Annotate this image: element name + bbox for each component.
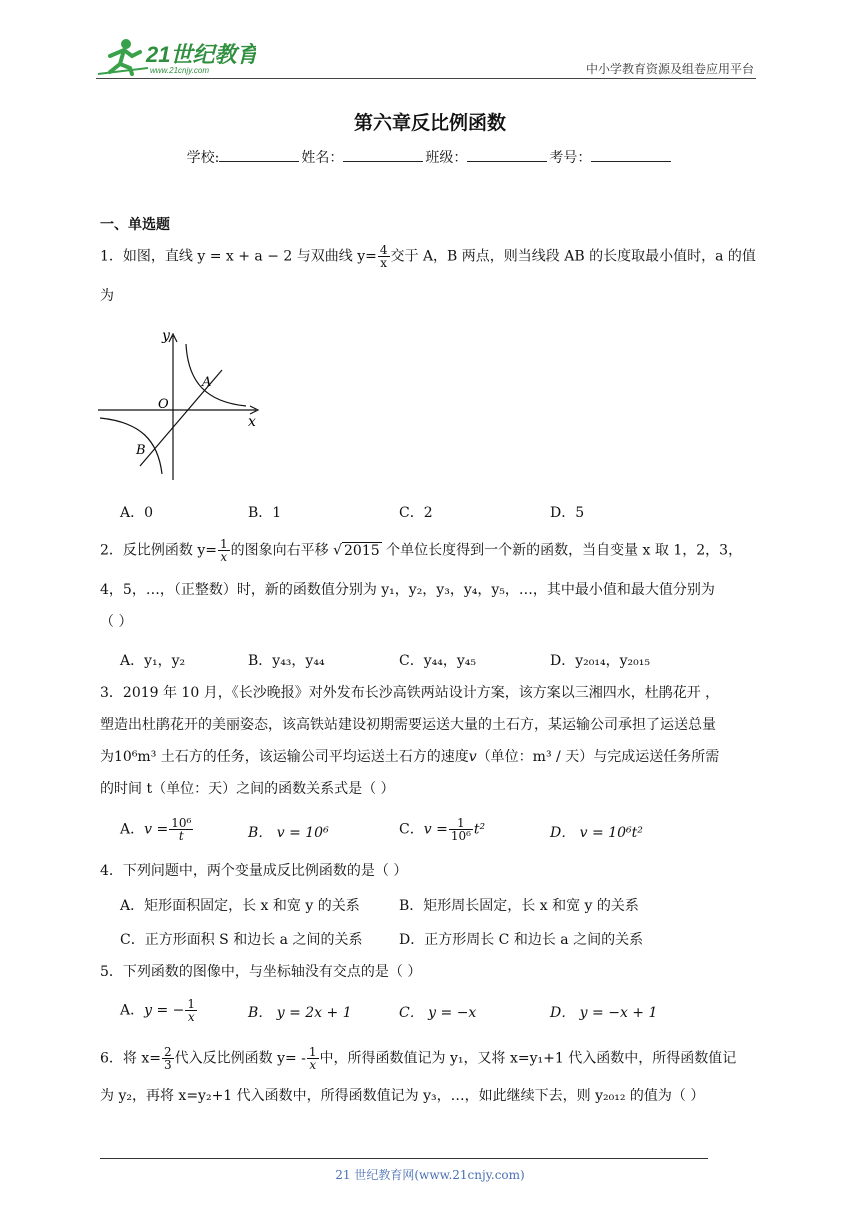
question-6-line2: 为 y₂，再将 x=y₂+1 代入函数中，所得函数值记为 y₃，…，如此继续下去，则 y₂₀₁₂ 的值为（ ） [100, 1088, 705, 1104]
question-1-stem-cont: 为 [100, 288, 114, 304]
question-3-line3 [100, 747, 760, 767]
footer-divider [100, 1158, 708, 1159]
question-5-stem: 5．下列函数的图像中，与坐标轴没有交点的是（ ） [100, 964, 422, 980]
platform-name: 中小学教育资源及组卷应用平台 [585, 62, 754, 76]
q6-text-c: 中，所得函数值记为 y₁，又将 x=y₁+1 代入函数中，所得函数值记 [319, 1050, 737, 1067]
question-3-line2: 塑造出杜鹃花开的美丽姿态，该高铁站建设初期需要运送大量的土石方，某运输公司承担了运送总量 [100, 717, 716, 733]
q2-frac-den: x [220, 550, 228, 564]
q3-a-fraction: $\frac{\text{10⁶}}{t}$ [171, 816, 192, 843]
q1-option-d[interactable]: D．5 [550, 505, 585, 521]
q1-option-c[interactable]: C．2 [399, 505, 433, 521]
q4-option-d[interactable]: D．正方形周长 C 和边长 a 之间的关系 [399, 932, 644, 948]
q5-option-c[interactable]: C． y = −x [399, 1005, 477, 1021]
page-title: 第六章反比例函数 [353, 112, 506, 134]
q2-fraction [218, 538, 230, 563]
logo-text: 21世纪教育 [146, 42, 256, 67]
q2-text-b: 的图象向右平移 [230, 542, 329, 559]
q3-option-c[interactable]: C．v = $\frac{1}{\text{10⁶}}$ t² [399, 816, 486, 843]
q5-a-fraction: $\frac{1}{x}$ [187, 997, 196, 1024]
question-3-line1: 3．2019 年 10 月，《长沙晚报》对外发布长沙高铁两站设计方案，该方案以三湘四水，杜鹃花开 ， [100, 685, 720, 701]
exam-no-blank [591, 147, 671, 162]
graph-label-o: O [158, 397, 169, 412]
q2-option-d[interactable]: D．y₂₀₁₄，y₂₀₁₅ [550, 653, 650, 669]
question-2-line3: （ ） [100, 614, 133, 630]
hyperbola-branch-1 [186, 344, 246, 406]
q6-text-a: 6．将 x= [100, 1050, 161, 1067]
q2-option-b[interactable]: B．y₄₃，y₄₄ [248, 653, 325, 669]
logo-url: www.21cnjy.com [150, 66, 209, 75]
question-1-stem [100, 244, 760, 269]
q5-option-d[interactable]: D． y = −x + 1 [550, 1005, 658, 1021]
brand-logo [96, 36, 256, 76]
q2-sqrt: 2015 [344, 542, 380, 559]
q1-option-b[interactable]: B．1 [248, 505, 282, 521]
q1-text-a: 1．如图，直线 y = x + a − 2 与双曲线 y= [100, 248, 377, 265]
question-4-stem: 4．下列问题中，两个变量成反比例函数的是（ ） [100, 863, 408, 879]
graph-label-a: A [202, 375, 212, 390]
q6-fraction-1: $\frac{2}{3}$ [163, 1045, 172, 1072]
q2-option-a[interactable]: A．y₁，y₂ [120, 653, 186, 669]
q5-option-a[interactable]: A．y = − $\frac{1}{x}$ [120, 997, 196, 1024]
graph-label-b: B [136, 443, 146, 458]
q1-option-a[interactable]: A．0 [120, 505, 154, 521]
student-info [0, 147, 860, 167]
runner-icon [98, 39, 148, 74]
question-6-stem [100, 1046, 760, 1071]
name-blank [343, 147, 423, 162]
graph-label-y: y [162, 328, 170, 344]
q4-option-c[interactable]: C．正方形面积 S 和边长 a 之间的关系 [120, 932, 363, 948]
class-blank [467, 147, 547, 162]
school-blank [219, 147, 299, 162]
school-label: 学校: [186, 150, 220, 166]
class-label: 班级： [425, 150, 468, 166]
graph-label-x: x [248, 414, 256, 430]
question-2-line2: 4，5，…，（正整数）时，新的函数值分别为 y₁，y₂，y₃，y₄，y₅，…，其中最小值和最大值分别为 [100, 582, 715, 598]
q4-option-a[interactable]: A．矩形面积固定，长 x 和宽 y 的关系 [120, 898, 360, 914]
q1-fraction [378, 244, 390, 269]
q3-option-a[interactable]: A．v = $\frac{\text{10⁶}}{t}$ [120, 816, 192, 843]
footer-link[interactable]: 21 世纪教育网(www.21cnjy.com) [335, 1168, 525, 1182]
q4-option-b[interactable]: B．矩形周长固定，长 x 和宽 y 的关系 [399, 898, 639, 914]
q3-option-b[interactable]: B． v = 10⁶ [248, 825, 329, 841]
header-divider [96, 78, 756, 79]
q1-frac-den: x [380, 256, 388, 270]
q3-text-b: （单位：m³ / 天）与完成运送任务所需 [476, 749, 720, 765]
q6-text-b: 代入反比例函数 y= - [174, 1050, 306, 1067]
q5-option-b[interactable]: B． y = 2x + 1 [248, 1005, 352, 1021]
question-2-stem: 2．反比例函数 y= $\frac{1}{x}$ 的图象向右平移 √ 2015 个单位长度得到一个新的函数，当自变量 x 取 1，2，3， [100, 537, 743, 564]
q6-fraction-2: $\frac{1}{x}$ [308, 1045, 317, 1072]
q3-option-d[interactable]: D． v = 10⁶t² [550, 825, 643, 841]
question-3-line4: 的时间 t（单位：天）之间的函数关系式是（ ） [100, 781, 395, 797]
q3-text-a: 为10⁶m³ 土石方的任务，该运输公司平均运送土石方的速度 [100, 749, 469, 765]
name-label: 姓名： [301, 150, 344, 166]
q2-text-c: 个单位长度得到一个新的函数，当自变量 x 取 1，2，3， [386, 542, 743, 559]
q1-text-b: 交于 A，B 两点，则当线段 AB 的长度取最小值时，a 的值 [390, 248, 756, 265]
q2-text-a: 2．反比例函数 y= [100, 542, 217, 559]
q2-frac-num: 1 [220, 537, 228, 551]
q1-frac-num: 4 [379, 243, 388, 257]
q3-var-v: v [468, 749, 477, 765]
hyperbola-graph [96, 322, 266, 482]
q3-c-fraction: $\frac{1}{\text{10⁶}}$ [450, 816, 471, 843]
q2-option-c[interactable]: C．y₄₄，y₄₅ [399, 653, 476, 669]
hyperbola-branch-2 [100, 418, 162, 474]
section-heading: 一、单选题 [100, 217, 170, 233]
exam-no-label: 考号： [549, 150, 592, 166]
